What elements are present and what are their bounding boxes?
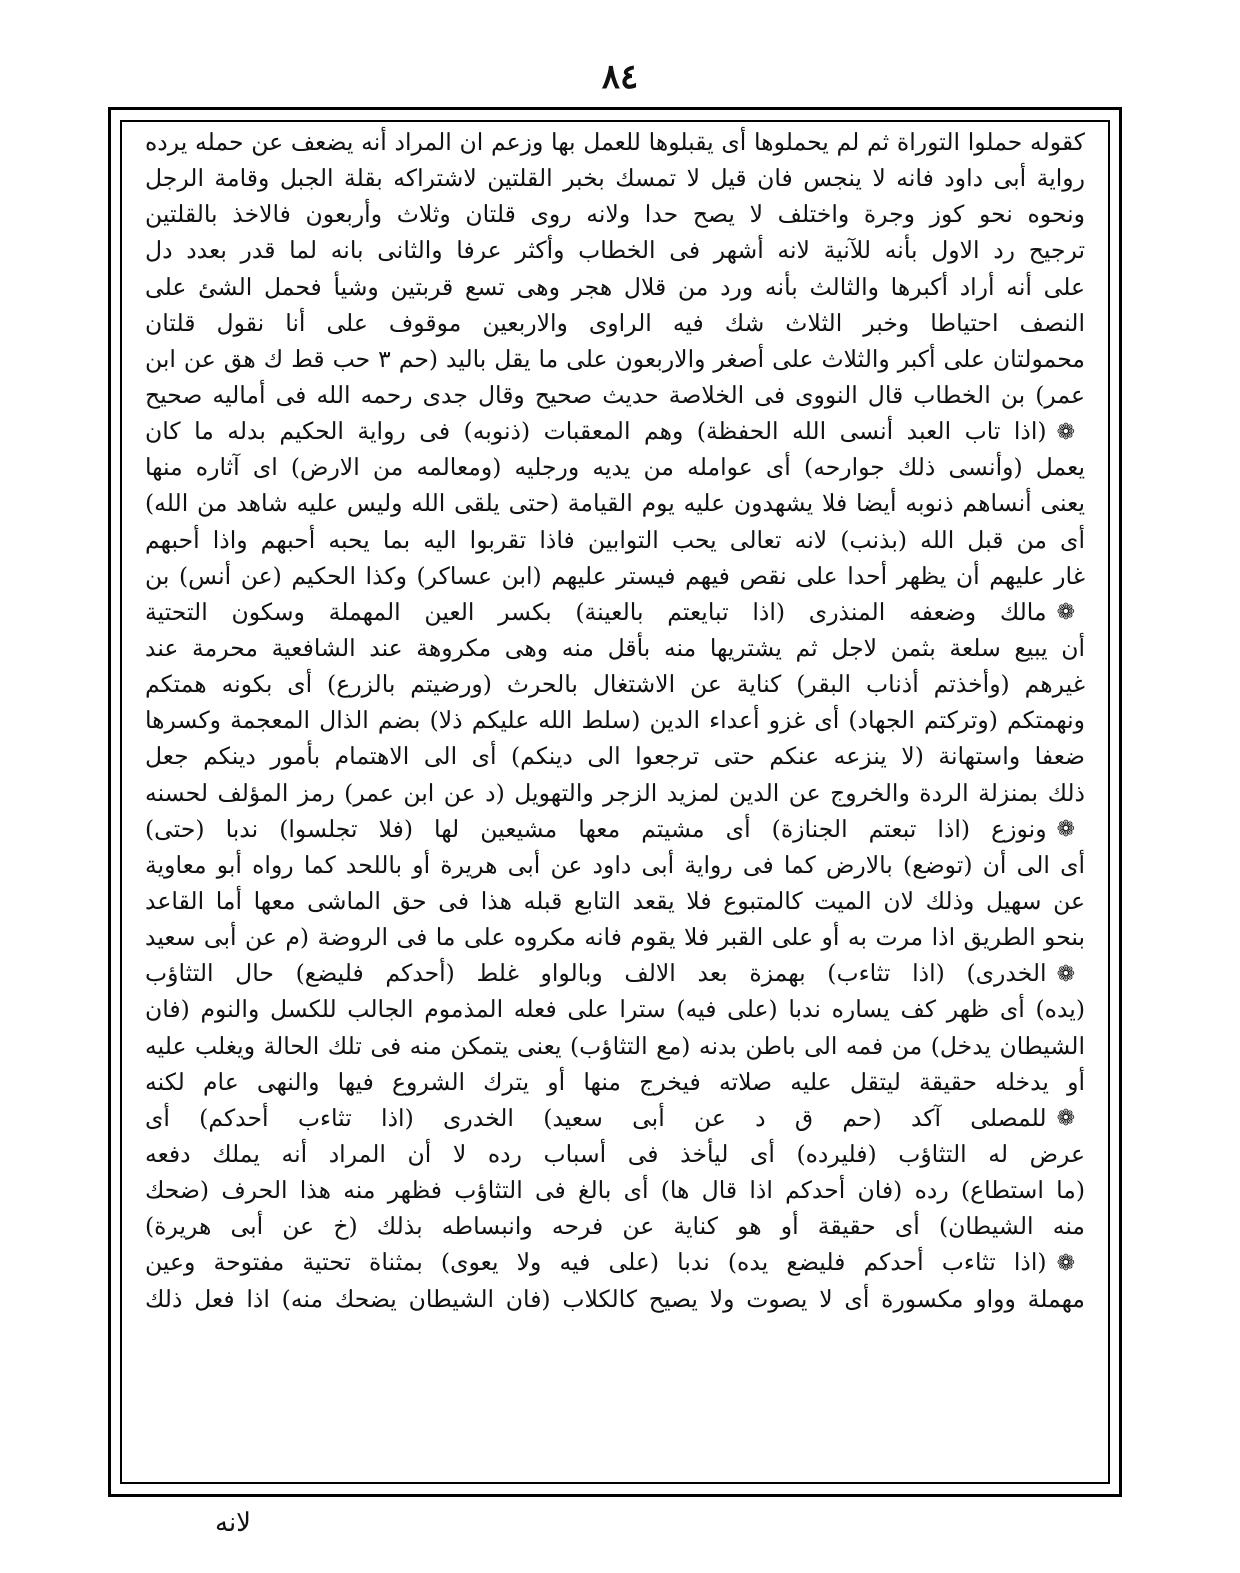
line-text: (يده) أى ظهر كف يساره ندبا (على فيه) سترا على فعله المذموم الجالب للكسل والنوم (فان	[145, 995, 1085, 1024]
line-text: ضعفا واستهانة (لا ينزعه عنكم حتى ترجعوا الى دينكم) أى الى الاهتمام بأمور دينكم جعل	[145, 742, 1085, 771]
text-line	[145, 991, 1085, 1027]
line-text: ذلك بمنزلة الردة والخروج عن الدين لمزيد الزجر والتهويل (د عن ابن عمر) رمز المؤلف لحسنه	[145, 778, 1085, 807]
line-text: ونحوه نحو كوز وجرة واختلف لا يصح حدا ولانه روى قلتان وثلاث وأربعون فالاخذ بالقلتين	[145, 200, 1085, 229]
line-text: مالك وضعفه المنذرى (اذا تبايعتم بالعينة) بكسر العين المهملة وسكون التحتية	[145, 597, 1047, 626]
text-line	[145, 630, 1085, 666]
line-text: رواية أبى داود فانه لا ينجس فان قيل لا تمسك بخبر القلتين لاشتراكه بقلة الجبل وقامة الرجل	[145, 164, 1085, 193]
flower-ornament-icon: ❁	[1056, 961, 1075, 987]
text-line	[145, 775, 1085, 811]
line-text: النصف احتياطا وخبر الثلاث شك فيه الراوى والاربعين موقوف على أنا نقول قلتان	[145, 308, 1085, 337]
line-text: أى من قبل الله (بذنب) لانه تعالى يحب التوابين فاذا تقربوا اليه بما يحبه أحبهم واذا أحبهم	[145, 525, 1085, 554]
line-text: عمر) بن الخطاب قال النووى فى الخلاصة حديث صحيح وقال جدى رحمه الله فى أماليه صحيح	[145, 380, 1085, 409]
line-text: الشيطان يدخل) من فمه الى باطن بدنه (مع التثاؤب) يعنى يتمكن منه فى تلك الحالة ويغلب عليه	[145, 1031, 1085, 1060]
text-line	[145, 449, 1085, 485]
catchword: لانه	[215, 1508, 252, 1538]
line-text: منه الشيطان) أى حقيقة أو هو كناية عن فرحه وانبساطه بذلك (خ عن أبى هريرة)	[145, 1212, 1085, 1241]
text-line	[145, 811, 1085, 847]
line-text: عرض له التثاؤب (فليرده) أى ليأخذ فى أسباب رده لا أن المراد أنه يملك دفعه	[145, 1139, 1085, 1168]
flower-ornament-icon: ❁	[1056, 600, 1075, 626]
text-line	[145, 594, 1085, 630]
flower-ornament-icon: ❁	[1056, 817, 1075, 843]
flower-ornament-icon: ❁	[1056, 1106, 1075, 1132]
line-text: للمصلى آكد (حم ق د عن أبى سعيد) الخدرى (اذا تثاءب أحدكم) أى	[145, 1103, 1047, 1132]
line-text: أن يبيع سلعة بثمن لاجل ثم يشتريها منه بأقل منه وهى مكروهة عند الشافعية محرمة عند	[145, 633, 1085, 662]
text-line	[145, 377, 1085, 413]
line-text: مهملة وواو مكسورة أى لا يصوت ولا يصيح كالكلاب (فان الشيطان يضحك منه) اذا فعل ذلك	[145, 1284, 1085, 1313]
line-text: يعمل (وأنسى ذلك جوارحه) أى عوامله من يديه ورجليه (ومعالمه من الارض) اى آثاره منها	[145, 453, 1085, 482]
text-line	[145, 305, 1085, 341]
line-text: كقوله حملوا التوراة ثم لم يحملوها أى يقبلوها للعمل بها وزعم ان المراد أنه يضعف عن حمله يرده	[145, 128, 1085, 156]
text-line	[145, 522, 1085, 558]
text-line	[145, 1244, 1085, 1280]
text-line	[145, 558, 1085, 594]
line-text: غار عليهم أن يظهر أحدا على نقص فيهم فيستر عليهم (ابن عساكر) وكذا الحكيم (عن أنس) بن	[145, 561, 1085, 590]
line-text: غيرهم (وأخذتم أذناب البقر) كناية عن الاشتغال بالحرث (ورضيتم بالزرع) أى بكونه همتكم	[145, 670, 1085, 699]
line-text: محمولتان على أكبر والثلاث على أصغر والاربعون على ما يقل باليد (حم ٣ حب قط ك هق عن ابن	[145, 344, 1085, 373]
text-line	[145, 1064, 1085, 1100]
text-line	[145, 1136, 1085, 1172]
line-text: (اذا تاب العبد أنسى الله الحفظة) وهم المعقبات (ذنوبه) فى رواية الحكيم بدله ما كان	[145, 417, 1047, 446]
text-line	[145, 196, 1085, 232]
text-body	[145, 124, 1085, 1480]
flower-ornament-icon: ❁	[1056, 419, 1075, 445]
line-text: يعنى أنساهم ذنوبه أيضا فلا يشهدون عليه يوم القيامة (حتى يلقى الله وليس عليه شاهد من الله)	[145, 489, 1085, 518]
text-line	[145, 1281, 1085, 1317]
flower-ornament-icon: ❁	[1056, 1250, 1075, 1276]
text-line	[145, 1028, 1085, 1064]
text-line	[145, 738, 1085, 774]
text-line	[145, 883, 1085, 919]
line-text: عن سهيل وذلك لان الميت كالمتبوع فلا يقعد التابع قبله هذا فى حق الماشى معها أما القاعد	[145, 886, 1085, 915]
text-line	[145, 124, 1085, 160]
text-line	[145, 413, 1085, 449]
text-line	[145, 1172, 1085, 1208]
text-line	[145, 847, 1085, 883]
line-text: ونوزع (اذا تبعتم الجنازة) أى مشيتم معها مشيعين لها (فلا تجلسوا) ندبا (حتى)	[145, 814, 1047, 843]
text-line	[145, 1208, 1085, 1244]
text-line	[145, 485, 1085, 521]
text-line	[145, 269, 1085, 305]
text-line	[145, 232, 1085, 268]
line-text: ونهمتكم (وتركتم الجهاد) أى غزو أعداء الدين (سلط الله عليكم ذلا) بضم الذال المعجمة وكسرها	[145, 706, 1085, 735]
line-text: بنحو الطريق اذا مرت به أو على القبر فلا يقوم فانه مكروه على ما فى الروضة (م عن أبى سعيد	[145, 923, 1085, 952]
text-line	[145, 666, 1085, 702]
text-line	[145, 160, 1085, 196]
line-text: ترجيح رد الاول بأنه للآنية لانه أشهر فى الخطاب وأكثر عرفا والثانى بانه لما قدر بعدد دل	[145, 236, 1085, 265]
text-line	[145, 1100, 1085, 1136]
line-text: (اذا تثاءب أحدكم فليضع يده) ندبا (على فيه ولا يعوى) بمثناة تحتية مفتوحة وعين	[145, 1248, 1047, 1277]
page-number: ٨٤	[601, 57, 639, 97]
text-line	[145, 702, 1085, 738]
line-text: أى الى أن (توضع) بالارض كما فى رواية أبى داود عن أبى هريرة أو باللحد كما رواه أبو معاوية	[145, 850, 1085, 879]
text-line	[145, 341, 1085, 377]
line-text: (ما استطاع) رده (فان أحدكم اذا قال ها) أى بالغ فى التثاؤب فظهر منه هذا الحرف (ضحك	[145, 1176, 1085, 1205]
line-text: الخدرى) (اذا تثاءب) بهمزة بعد الالف وبالواو غلط (أحدكم فليضع) حال التثاؤب	[145, 959, 1047, 988]
text-line	[145, 919, 1085, 955]
line-text: على أنه أراد أكبرها والثالث بأنه ورد من قلال هجر وهى تسع قربتين وشيأ فحمل الشئ على	[145, 272, 1085, 301]
line-text: أو يدخله حقيقة ليتقل عليه صلاته فيخرج منها أو يترك الشروع فيها والنهى عام لكنه	[145, 1067, 1085, 1096]
text-line	[145, 955, 1085, 991]
